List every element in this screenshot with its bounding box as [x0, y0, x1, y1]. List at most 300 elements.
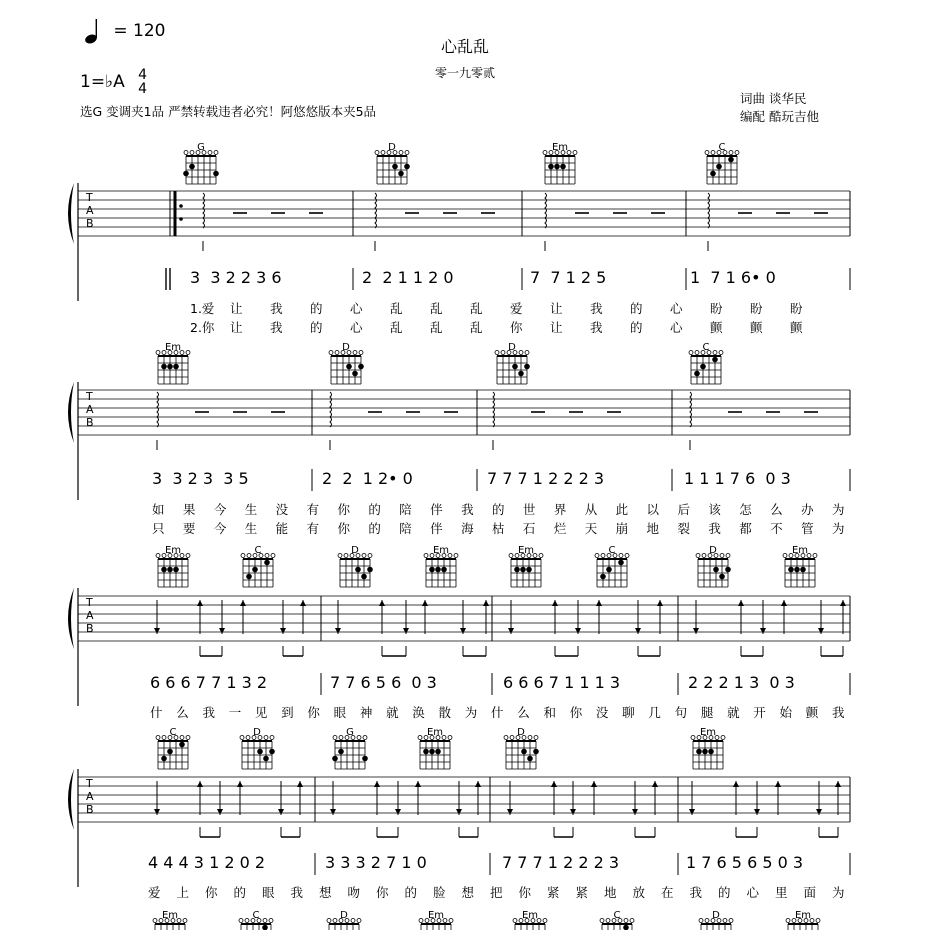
open-string-marker: [630, 919, 634, 923]
lyric-char: 你: [518, 885, 532, 900]
tab-letter: B: [86, 416, 94, 429]
open-string-marker: [184, 151, 188, 155]
finger-dot: [161, 364, 167, 370]
chord-name: Em: [791, 545, 809, 556]
lyric-char: 你: [510, 320, 523, 335]
open-string-marker: [269, 919, 273, 923]
lyric-char: 有: [306, 521, 320, 536]
lyric-char: 你: [569, 705, 583, 720]
jianpu-measure: 1 1 1 7 6 0 3: [684, 469, 791, 488]
open-string-marker: [153, 919, 157, 923]
open-string-marker: [543, 919, 547, 923]
lyric-char: 盼: [750, 301, 763, 316]
lyric-char: 你: [337, 502, 350, 517]
lyric-char: 想: [461, 885, 475, 900]
lyric-char: 腿: [700, 705, 714, 720]
arpeggio-wave: [708, 193, 710, 228]
strum-down-arrow: [217, 809, 223, 815]
jianpu-measure: 6 6 6 7 7 1 3 2: [150, 673, 268, 692]
finger-dot: [189, 164, 195, 170]
open-string-marker: [783, 554, 787, 558]
open-string-marker: [208, 151, 212, 155]
open-string-marker: [344, 554, 348, 558]
open-string-marker: [513, 919, 517, 923]
finger-dot: [404, 164, 410, 170]
tab-letter: A: [86, 204, 94, 217]
strum-up-arrow: [300, 600, 306, 606]
open-string-marker: [539, 554, 543, 558]
open-string-marker: [381, 151, 385, 155]
lyric-char: 吻: [347, 885, 361, 900]
finger-dot: [358, 364, 364, 370]
open-string-marker: [156, 351, 160, 355]
lyric-char: 就: [727, 705, 740, 720]
chord-name: D: [517, 727, 525, 738]
finger-dot: [514, 567, 520, 573]
finger-dot: [716, 164, 722, 170]
strum-up-arrow: [297, 781, 303, 787]
open-string-marker: [813, 554, 817, 558]
song-title: 心乱乱: [440, 37, 489, 56]
chord-name: C: [613, 910, 621, 921]
open-string-marker: [333, 919, 337, 923]
lyric-char: 的: [630, 301, 643, 316]
chord-name: C: [169, 727, 177, 738]
strum-down-arrow: [278, 809, 284, 815]
open-string-marker: [625, 554, 629, 558]
lyric-char: 神: [359, 705, 373, 720]
lyric-char: 我: [461, 502, 474, 517]
tab-letter: B: [86, 217, 94, 230]
arranger: 编配 酷玩吉他: [740, 109, 819, 124]
open-string-marker: [504, 736, 508, 740]
lyric-char: 盼: [790, 301, 803, 316]
tempo-text: = 120: [113, 21, 166, 41]
lyric-char: 该: [708, 502, 721, 517]
lyric-char: 把: [490, 885, 503, 900]
finger-dot: [361, 574, 367, 580]
jianpu-measure: 6 6 6 7 1 1 1 3: [503, 673, 621, 692]
open-string-marker: [735, 151, 739, 155]
lyric-char: 聊: [622, 705, 635, 720]
open-string-marker: [729, 151, 733, 155]
lyric-char: 你: [307, 705, 320, 720]
chord-name: D: [351, 545, 359, 556]
lyric-char: 让: [230, 301, 243, 316]
open-string-marker: [214, 151, 218, 155]
strum-up-arrow: [652, 781, 658, 787]
finger-dot: [618, 560, 624, 566]
finger-dot: [346, 364, 352, 370]
arpeggio-wave: [203, 193, 205, 228]
lyric-char: 么: [176, 705, 189, 720]
strum-up-arrow: [240, 600, 246, 606]
finger-dot: [257, 749, 263, 755]
lyric-char: 的: [492, 502, 505, 517]
lyricist-composer: 词曲 谈华民: [740, 91, 807, 106]
lyric-char: 伴: [430, 502, 443, 517]
jianpu-measure: 7 7 1 2 5: [530, 268, 607, 287]
chord-name: C: [254, 545, 262, 556]
open-string-marker: [363, 736, 367, 740]
lyric-char: 枯: [492, 521, 505, 536]
finger-dot: [560, 164, 566, 170]
finger-dot: [429, 567, 435, 573]
lyric-char: 心: [350, 320, 363, 335]
open-string-marker: [699, 919, 703, 923]
lyric-char: 散: [438, 705, 452, 720]
lyric-char: 眼: [333, 705, 347, 720]
lyric-char: 乱: [430, 320, 443, 335]
chord-name: C: [252, 910, 260, 921]
lyric-char: 眼: [262, 885, 275, 900]
lyric-char: 一: [228, 705, 242, 720]
finger-dot: [173, 364, 179, 370]
open-string-marker: [359, 351, 363, 355]
open-string-marker: [270, 736, 274, 740]
lyric-char: 心: [350, 301, 363, 316]
open-string-marker: [329, 351, 333, 355]
strum-down-arrow: [460, 628, 466, 634]
finger-dot: [167, 364, 173, 370]
strum-up-arrow: [551, 781, 557, 787]
lyric-char: 如: [152, 502, 165, 517]
finger-dot: [520, 567, 526, 573]
open-string-marker: [534, 736, 538, 740]
finger-dot: [264, 560, 270, 566]
finger-dot: [179, 742, 185, 748]
strum-down-arrow: [570, 809, 576, 815]
chord-name: G: [346, 727, 354, 738]
finger-dot: [429, 749, 435, 755]
tab-letter: T: [86, 191, 93, 204]
strum-up-arrow: [840, 600, 846, 606]
lyric-char: 你: [337, 521, 350, 536]
open-string-marker: [720, 554, 724, 558]
open-string-marker: [245, 919, 249, 923]
strum-down-arrow: [280, 628, 286, 634]
strum-up-arrow: [775, 781, 781, 787]
tab-letter: T: [86, 596, 93, 609]
open-string-marker: [454, 554, 458, 558]
finger-dot: [355, 567, 361, 573]
chord-name: Em: [432, 545, 450, 556]
open-string-marker: [327, 919, 331, 923]
open-string-marker: [619, 554, 623, 558]
key-text: 1=♭A: [80, 72, 125, 92]
lyric-char: 的: [368, 502, 381, 517]
open-string-marker: [186, 554, 190, 558]
strum-up-arrow: [197, 781, 203, 787]
strum-up-arrow: [657, 600, 663, 606]
finger-dot: [167, 749, 173, 755]
lyric-char: 为: [832, 521, 845, 536]
open-string-marker: [711, 151, 715, 155]
finger-dot: [527, 756, 533, 762]
lyric-char: 陪: [399, 521, 412, 536]
finger-dot: [367, 567, 373, 573]
finger-dot: [441, 567, 447, 573]
lyric-char: 你: [205, 885, 218, 900]
finger-dot: [252, 567, 258, 573]
tab-letter: A: [86, 790, 94, 803]
lyric-char: 涣: [412, 705, 425, 720]
lyric-char: 盼: [710, 301, 723, 316]
system-brace: [68, 769, 74, 830]
lyric-char: 为: [464, 705, 478, 720]
open-string-marker: [335, 351, 339, 355]
lyric-char: 今: [213, 502, 227, 517]
lyric-char: 裂: [677, 521, 690, 536]
chord-name: C: [718, 142, 726, 153]
strum-down-arrow: [635, 628, 641, 634]
arpeggio-wave: [493, 392, 495, 427]
lyric-char: 心: [670, 320, 683, 335]
lyric-char: 我: [590, 320, 603, 335]
lyric-char: 海: [461, 521, 474, 536]
open-string-marker: [509, 554, 513, 558]
strum-down-arrow: [575, 628, 581, 634]
finger-dot: [788, 567, 794, 573]
jianpu-measure: 3 3 3 2 7 1 0: [325, 853, 427, 872]
finger-dot: [392, 164, 398, 170]
lyric-char: 烂: [553, 521, 567, 536]
finger-dot: [161, 756, 167, 762]
lyric-char: 我: [590, 301, 603, 316]
jianpu-measure: 3 3 2 2 3 6: [190, 268, 282, 287]
lyric-char: 以: [646, 502, 660, 517]
finger-dot: [338, 749, 344, 755]
lyric-char: 颤: [790, 320, 803, 335]
finger-dot: [269, 749, 275, 755]
system-brace: [68, 382, 74, 443]
finger-dot: [696, 749, 702, 755]
chord-name: D: [388, 142, 396, 153]
open-string-marker: [351, 919, 355, 923]
finger-dot: [167, 567, 173, 573]
lyric-char: 和: [543, 705, 556, 720]
finger-dot: [362, 756, 368, 762]
lyric-char: 界: [553, 502, 567, 517]
lyric-char: 为: [832, 885, 845, 900]
lyric-char: 在: [661, 885, 674, 900]
lyric-char: 地: [646, 521, 660, 536]
jianpu-measure: 7 7 6 5 6 0 3: [330, 673, 437, 692]
lyric-char: 里: [775, 885, 788, 900]
open-string-marker: [624, 919, 628, 923]
open-string-marker: [495, 351, 499, 355]
finger-dot: [725, 567, 731, 573]
open-string-marker: [606, 919, 610, 923]
lyric-char: 崩: [615, 521, 629, 536]
strum-up-arrow: [781, 600, 787, 606]
strum-down-arrow: [507, 809, 513, 815]
lyric-char: 心: [746, 885, 760, 900]
lyric-char: 什: [150, 705, 163, 720]
open-string-marker: [600, 919, 604, 923]
lyric-char: 只: [152, 521, 165, 536]
arpeggio-wave: [545, 193, 547, 228]
lyric-char: 没: [275, 502, 289, 517]
chord-name: Em: [161, 910, 179, 921]
lyric-char: 为: [832, 502, 845, 517]
lyric-char: 2.你: [190, 320, 215, 335]
open-string-marker: [156, 736, 160, 740]
lyric-char: 我: [290, 885, 304, 900]
arpeggio-wave: [330, 392, 332, 427]
lyric-char: 1.爱: [190, 301, 215, 316]
finger-dot: [710, 171, 716, 177]
lyric-char: 生: [244, 521, 258, 536]
strum-down-arrow: [754, 809, 760, 815]
open-string-marker: [424, 554, 428, 558]
lyric-char: 的: [233, 885, 247, 900]
repeat-dot: [179, 204, 183, 208]
lyric-char: 上: [176, 885, 190, 900]
lyric-char: 么: [517, 705, 530, 720]
lyric-char: 的: [310, 320, 323, 335]
finger-dot: [352, 371, 358, 377]
lyric-char: 让: [550, 320, 563, 335]
open-string-marker: [241, 554, 245, 558]
open-string-marker: [713, 351, 717, 355]
open-string-marker: [265, 554, 269, 558]
open-string-marker: [368, 554, 372, 558]
open-string-marker: [362, 554, 366, 558]
lyric-char: 此: [615, 502, 629, 517]
finger-dot: [332, 756, 338, 762]
lyric-char: 什: [491, 705, 504, 720]
open-string-marker: [601, 554, 605, 558]
lyric-char: 句: [674, 705, 688, 720]
finger-dot: [554, 164, 560, 170]
finger-dot: [423, 749, 429, 755]
lyric-char: 我: [270, 320, 283, 335]
open-string-marker: [240, 736, 244, 740]
strum-up-arrow: [374, 781, 380, 787]
lyric-char: 让: [550, 301, 563, 316]
lyric-char: 果: [182, 502, 196, 517]
strum-down-arrow: [403, 628, 409, 634]
lyric-char: 乱: [430, 301, 443, 316]
open-string-marker: [271, 554, 275, 558]
chord-name: D: [253, 727, 261, 738]
lyric-char: 放: [632, 885, 646, 900]
lyric-char: 地: [604, 885, 617, 900]
open-string-marker: [247, 554, 251, 558]
strum-up-arrow: [483, 600, 489, 606]
strum-up-arrow: [596, 600, 602, 606]
lyric-char: 乱: [390, 301, 403, 316]
open-string-marker: [186, 736, 190, 740]
finger-dot: [728, 157, 734, 163]
tab-letter: B: [86, 803, 94, 816]
strum-down-arrow: [330, 809, 336, 815]
lyric-char: 世: [522, 502, 536, 517]
open-string-marker: [519, 351, 523, 355]
lyric-char: 后: [677, 502, 690, 517]
lyric-char: 我: [708, 521, 721, 536]
chord-name: Em: [164, 342, 182, 353]
chord-name: D: [712, 910, 720, 921]
lyric-char: 到: [281, 705, 294, 720]
time-sig-bottom: 4: [138, 81, 148, 97]
jianpu-measure: 7 7 7 1 2 2 2 3: [502, 853, 620, 872]
lyric-char: 我: [202, 705, 215, 720]
chord-name: D: [342, 342, 350, 353]
lyric-char: 乱: [470, 301, 483, 316]
open-string-marker: [419, 919, 423, 923]
chord-name: Em: [426, 727, 444, 738]
jianpu-measure: 2 2 1 2• 0: [322, 469, 413, 488]
finger-dot: [518, 371, 524, 377]
lyric-char: 有: [306, 502, 320, 517]
strum-up-arrow: [422, 600, 428, 606]
open-string-marker: [357, 736, 361, 740]
strum-down-arrow: [693, 628, 699, 634]
jianpu-measure: 3 3 2 3 3 5: [152, 469, 249, 488]
open-string-marker: [689, 351, 693, 355]
strum-down-arrow: [456, 809, 462, 815]
open-string-marker: [786, 919, 790, 923]
strum-down-arrow: [219, 628, 225, 634]
lyric-char: 的: [630, 320, 643, 335]
strum-down-arrow: [154, 628, 160, 634]
lyric-char: 就: [386, 705, 399, 720]
arpeggio-wave: [375, 193, 377, 228]
chord-name: D: [508, 342, 516, 353]
chord-name: Em: [517, 545, 535, 556]
open-string-marker: [595, 554, 599, 558]
finger-dot: [524, 364, 530, 370]
arpeggio-wave: [690, 392, 692, 427]
open-string-marker: [246, 736, 250, 740]
lyric-char: 不: [770, 521, 783, 536]
chord-name: C: [702, 342, 710, 353]
lyric-char: 紧: [575, 885, 589, 900]
lyric-char: 爱: [148, 885, 161, 900]
lyric-char: 没: [595, 705, 609, 720]
open-string-marker: [702, 554, 706, 558]
open-string-marker: [263, 919, 267, 923]
lyric-char: 怎: [739, 502, 752, 517]
lyric-char: 让: [230, 320, 243, 335]
lyric-char: 的: [404, 885, 418, 900]
repeat-dot: [179, 217, 183, 221]
tab-letter: B: [86, 622, 94, 635]
open-string-marker: [333, 736, 337, 740]
strum-up-arrow: [738, 600, 744, 606]
chord-name: Em: [794, 910, 812, 921]
open-string-marker: [525, 351, 529, 355]
finger-dot: [521, 749, 527, 755]
lyric-char: 心: [670, 301, 683, 316]
lyric-char: 颤: [750, 320, 763, 335]
open-string-marker: [183, 919, 187, 923]
lyric-char: 陪: [399, 502, 412, 517]
open-string-marker: [162, 736, 166, 740]
finger-dot: [213, 171, 219, 177]
strum-down-arrow: [508, 628, 514, 634]
jianpu-measure: 2 2 1 1 2 0: [362, 268, 454, 287]
strum-down-arrow: [689, 809, 695, 815]
open-string-marker: [449, 919, 453, 923]
open-string-marker: [721, 736, 725, 740]
open-string-marker: [696, 554, 700, 558]
strum-down-arrow: [395, 809, 401, 815]
chord-name: Em: [164, 545, 182, 556]
finger-dot: [262, 925, 268, 930]
